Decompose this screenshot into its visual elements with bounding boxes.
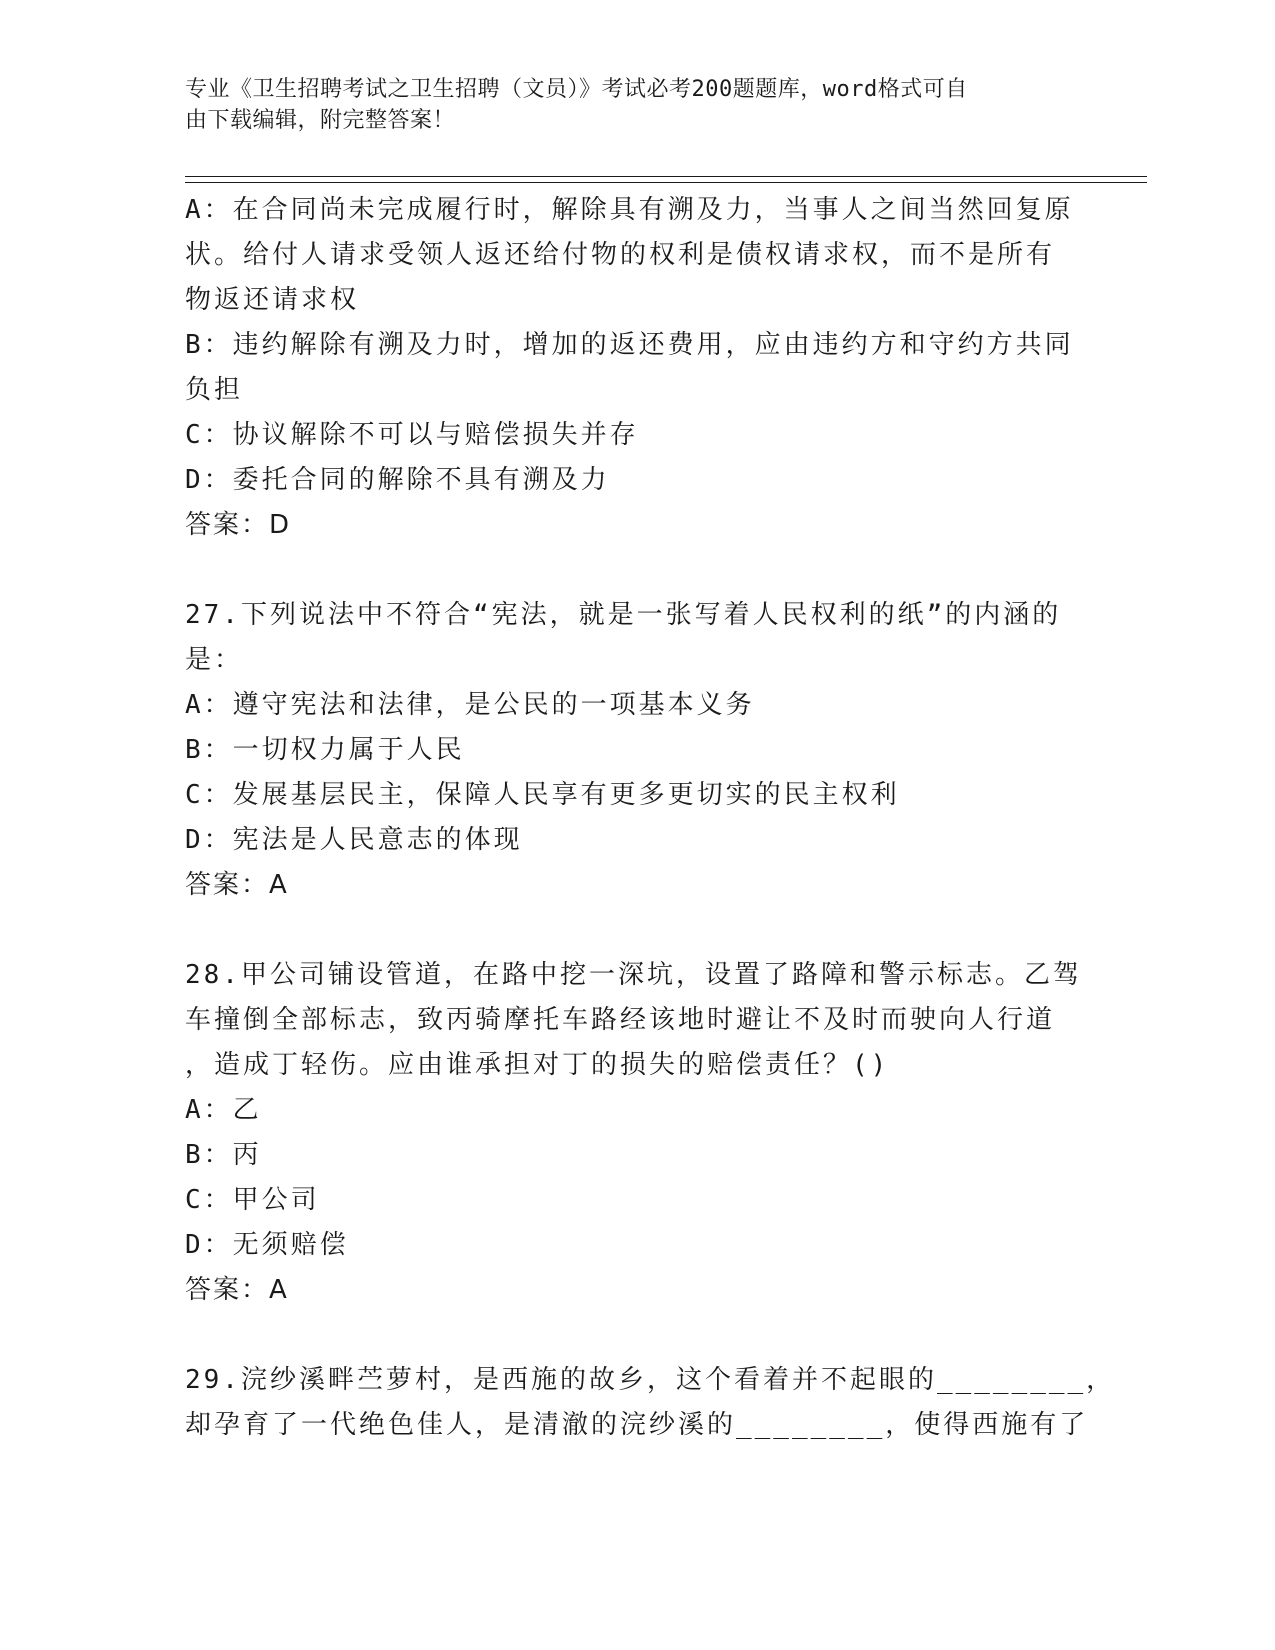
option-b-line-2: 负担 [185, 375, 244, 405]
answer-line: 答案：A [185, 1275, 289, 1305]
spacer [185, 908, 1065, 953]
header-line-1: 专业《卫生招聘考试之卫生招聘（文员）》考试必考200题题库，word格式可自 [185, 77, 968, 102]
question-28-block [185, 953, 1082, 1313]
option-b-line-1: B：违约解除有溯及力时，增加的返还费用，应由违约方和守约方共同 [185, 330, 1074, 360]
option-a: A：遵守宪法和法律，是公民的一项基本义务 [185, 690, 755, 720]
option-a-line-2: 状。给付人请求受领人返还给付物的权利是债权请求权，而不是所有 [185, 240, 1056, 270]
spacer [185, 548, 1065, 593]
question-26-block [185, 188, 1074, 548]
option-b: B：一切权力属于人民 [185, 735, 465, 765]
question-stem-line-1: 28.甲公司铺设管道，在路中挖一深坑，设置了路障和警示标志。乙驾 [185, 960, 1082, 990]
question-stem-line-3: ，造成丁轻伤。应由谁承担对丁的损失的赔偿责任？() [185, 1050, 890, 1080]
option-c: C：协议解除不可以与赔偿损失并存 [185, 420, 639, 450]
option-a: A：乙 [185, 1095, 262, 1125]
option-b: B：丙 [185, 1140, 262, 1170]
question-stem-line-2: 车撞倒全部标志，致丙骑摩托车路经该地时避让不及时而驶向人行道 [185, 1005, 1056, 1035]
answer-line: 答案：A [185, 870, 289, 900]
option-c: C：发展基层民主，保障人民享有更多更切实的民主权利 [185, 780, 900, 810]
document-header [185, 74, 1065, 136]
option-d: D：宪法是人民意志的体现 [185, 825, 523, 855]
option-a-line-1: A：在合同尚未完成履行时，解除具有溯及力，当事人之间当然回复原 [185, 195, 1074, 225]
option-d: D：无须赔偿 [185, 1230, 349, 1260]
spacer [185, 1313, 1065, 1358]
option-a-line-3: 物返还请求权 [185, 285, 360, 315]
question-stem-line-1: 27.下列说法中不符合“宪法，就是一张写着人民权利的纸”的内涵的 [185, 600, 1062, 630]
question-content [185, 188, 1116, 1448]
question-29-block [185, 1358, 1116, 1448]
answer-line: 答案：D [185, 510, 292, 540]
question-27-block [185, 593, 1065, 908]
option-d: D：委托合同的解除不具有溯及力 [185, 465, 610, 495]
header-line-2: 由下载编辑，附完整答案！ [185, 108, 456, 133]
header-rule-bottom [185, 182, 1147, 183]
question-stem-line-1: 29.浣纱溪畔苎萝村，是西施的故乡，这个看着并不起眼的________， [185, 1365, 1116, 1395]
header-rule-top [185, 176, 1147, 177]
question-stem-line-2: 却孕育了一代绝色佳人，是清澈的浣纱溪的________，使得西施有了 [185, 1410, 1089, 1440]
question-stem-line-2: 是： [185, 645, 244, 675]
option-c: C：甲公司 [185, 1185, 320, 1215]
